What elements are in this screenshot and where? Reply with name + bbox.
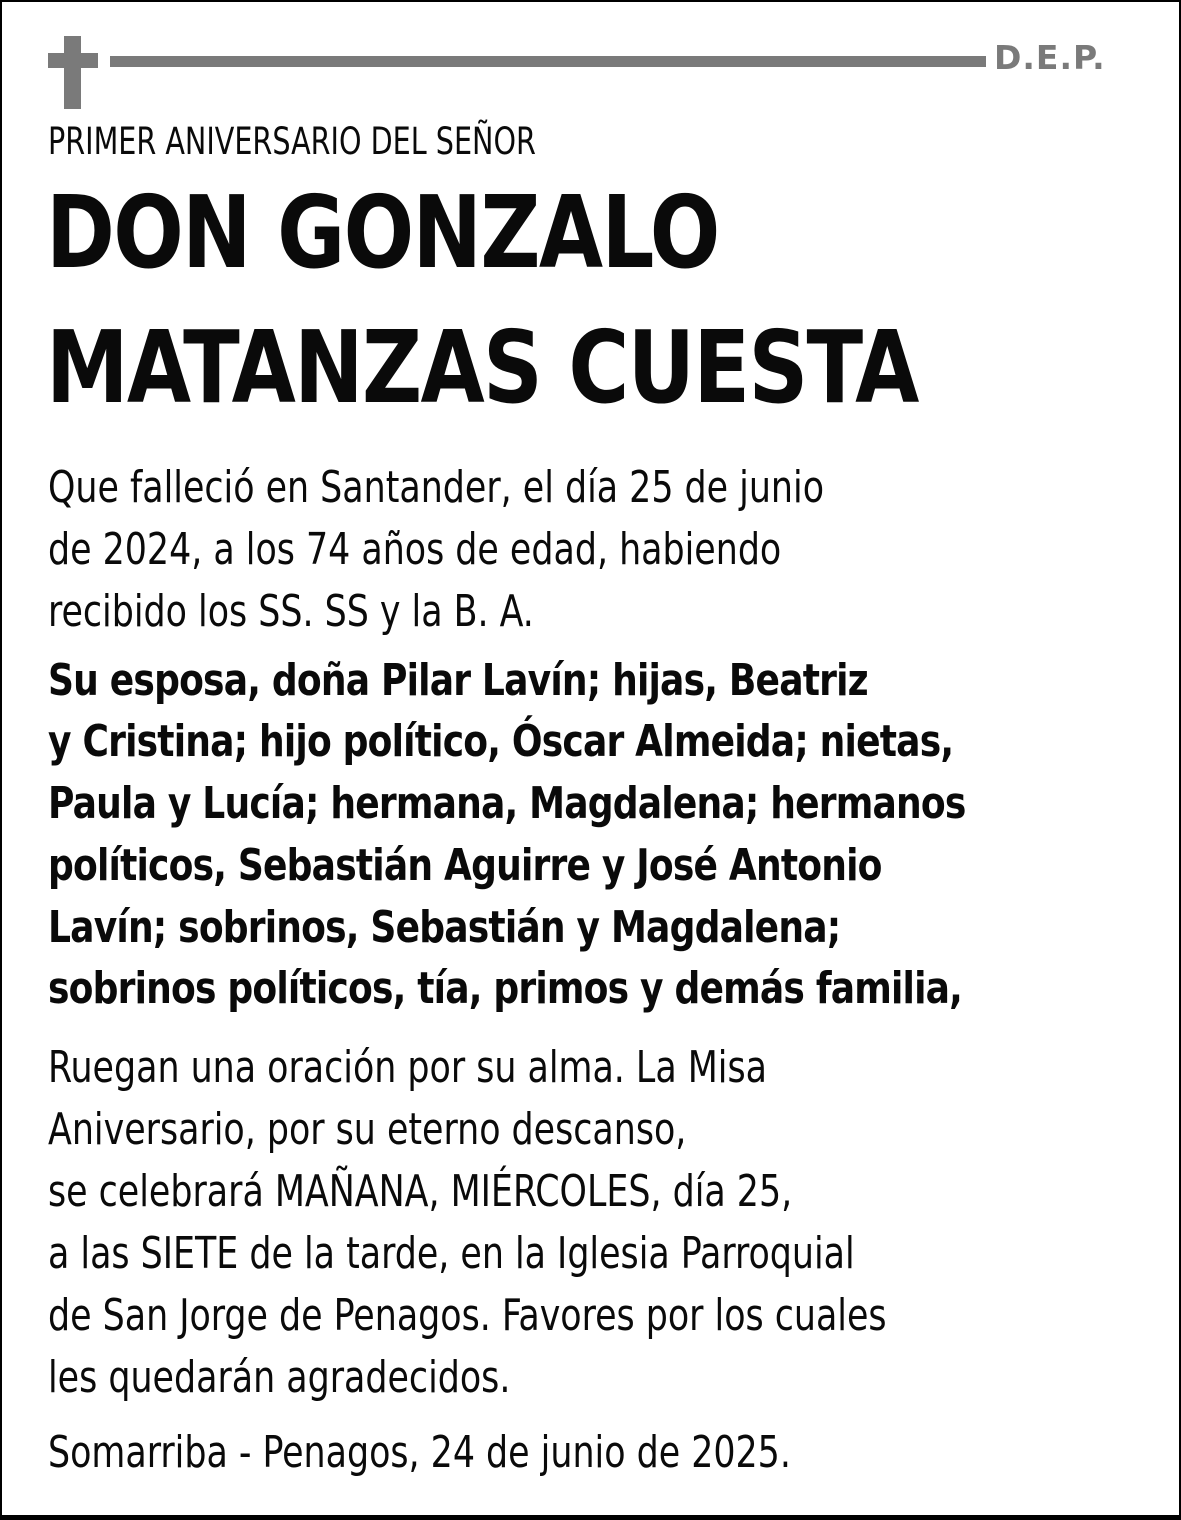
- request-line: se celebrará MAÑANA, MIÉRCOLES, día 25,: [48, 1166, 793, 1217]
- deceased-name-line-1: DON GONZALO: [46, 174, 719, 291]
- family-line: políticos, Sebastián Aguirre y José Antonio: [48, 840, 882, 891]
- cross-icon-bar: [48, 53, 98, 68]
- intro-line: recibido los SS. SS y la B. A.: [48, 586, 534, 637]
- intro-line: de 2024, a los 74 años de edad, habiendo: [48, 524, 782, 575]
- family-line: Paula y Lucía; hermana, Magdalena; hermanos: [48, 778, 966, 829]
- request-line: Ruegan una oración por su alma. La Misa: [48, 1042, 767, 1093]
- header-rule: [110, 56, 986, 67]
- request-line: Aniversario, por su eterno descanso,: [48, 1104, 687, 1155]
- request-line: de San Jorge de Penagos. Favores por los cuales: [48, 1290, 887, 1341]
- cross-icon: [64, 36, 81, 109]
- place-date: Somarriba - Penagos, 24 de junio de 2025.: [48, 1427, 791, 1478]
- request-line: les quedarán agradecidos.: [48, 1352, 511, 1403]
- family-line: Su esposa, doña Pilar Lavín; hijas, Beatriz: [48, 655, 868, 706]
- request-line: a las SIETE de la tarde, en la Iglesia Parroquial: [48, 1228, 855, 1279]
- family-line: sobrinos políticos, tía, primos y demás familia,: [48, 963, 963, 1014]
- deceased-name-line-2: MATANZAS CUESTA: [46, 309, 918, 426]
- subtitle: PRIMER ANIVERSARIO DEL SEÑOR: [48, 120, 536, 163]
- intro-line: Que falleció en Santander, el día 25 de junio: [48, 462, 825, 513]
- family-line: y Cristina; hijo político, Óscar Almeida; nietas,: [48, 716, 954, 767]
- dep-label: D.E.P.: [994, 38, 1106, 77]
- family-line: Lavín; sobrinos, Sebastián y Magdalena;: [48, 902, 841, 953]
